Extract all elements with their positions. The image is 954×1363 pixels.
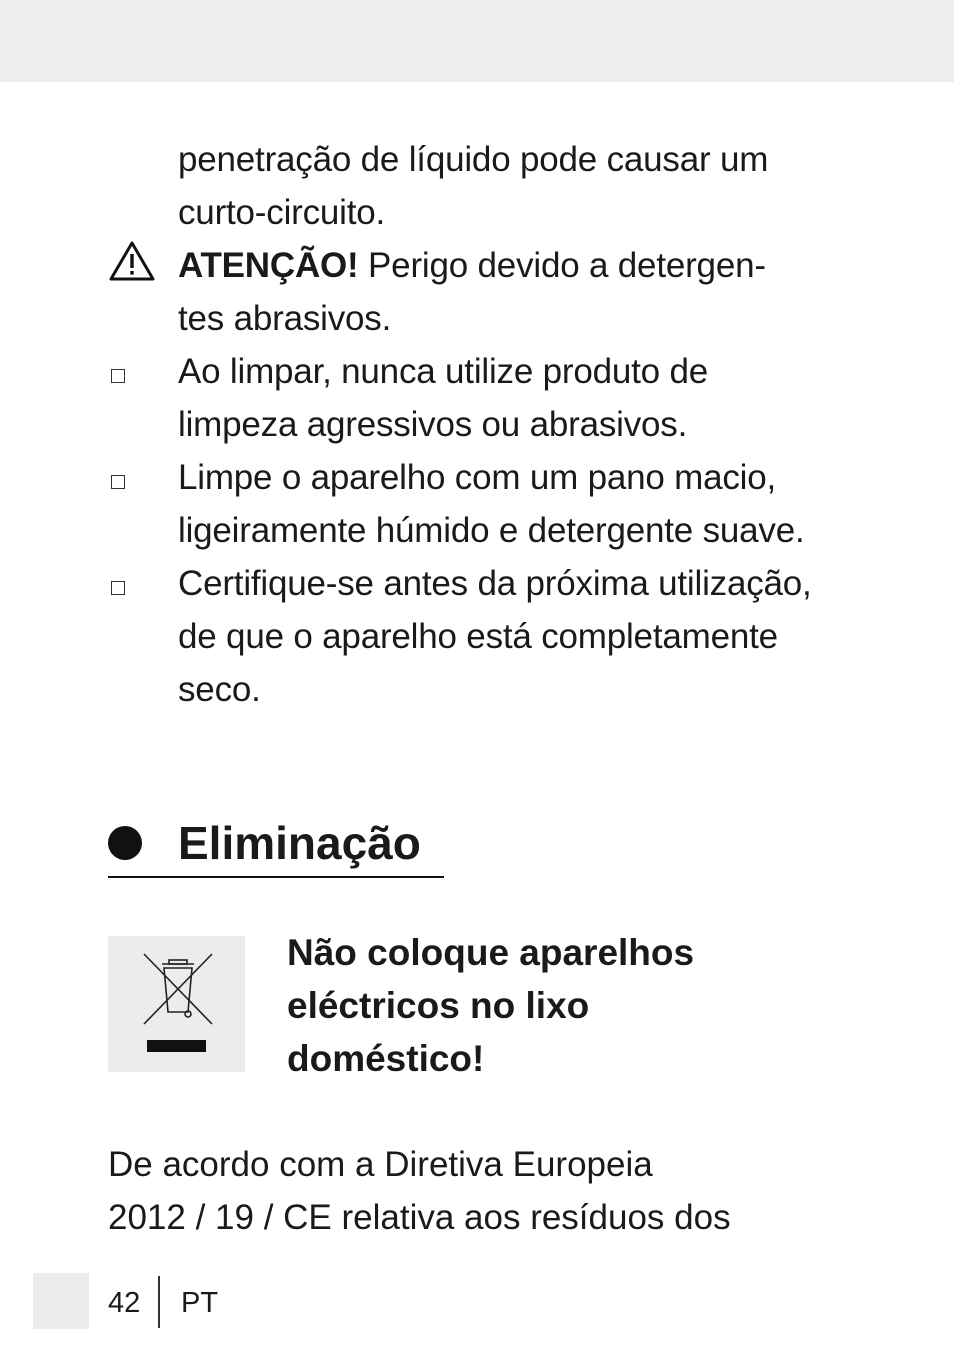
text-line: tes abrasivos. <box>178 299 392 338</box>
notice-line: Não coloque aparelhos <box>287 932 695 973</box>
paragraph-line: De acordo com a Diretiva Europeia <box>108 1145 653 1184</box>
list-item: Certifique-se antes da próxima utilização, <box>178 564 812 603</box>
header-band <box>0 0 954 82</box>
warning-label: ATENÇÃO! <box>178 246 359 285</box>
warning-line <box>178 239 766 292</box>
page-number: 42 <box>108 1287 141 1319</box>
section-underline <box>108 876 444 878</box>
notice-line: doméstico! <box>287 1038 485 1079</box>
bullet-square-icon <box>111 475 125 489</box>
crossed-out-wheelie-bin-icon <box>108 936 245 1072</box>
section-title: Eliminação <box>178 817 421 869</box>
weee-symbol-box <box>108 936 245 1072</box>
notice-line: eléctricos no lixo <box>287 985 590 1026</box>
disposal-notice <box>287 926 694 1085</box>
list-item: Ao limpar, nunca utilize produto de <box>178 352 708 391</box>
list-item: Limpe o aparelho com um pano macio, <box>178 458 777 497</box>
list-item: de que o aparelho está completamente <box>178 617 778 656</box>
list-item: seco. <box>178 670 261 709</box>
text-line: curto-circuito. <box>178 193 386 232</box>
language-code: PT <box>181 1287 219 1319</box>
warning-triangle-icon <box>108 240 156 282</box>
list-item: limpeza agressivos ou abrasivos. <box>178 405 688 444</box>
bullet-square-icon <box>111 581 125 595</box>
footer-divider <box>158 1276 160 1328</box>
warning-text: Perigo devido a detergen- <box>358 246 766 285</box>
directive-paragraph <box>108 1138 731 1244</box>
bullet-square-icon <box>111 369 125 383</box>
paragraph-line: 2012 / 19 / CE relativa aos resíduos dos <box>108 1198 731 1237</box>
footer-marker <box>33 1273 89 1329</box>
text-line: penetração de líquido pode causar um <box>178 140 769 179</box>
section-bullet-icon <box>108 826 142 860</box>
list-item: ligeiramente húmido e detergente suave. <box>178 511 805 550</box>
